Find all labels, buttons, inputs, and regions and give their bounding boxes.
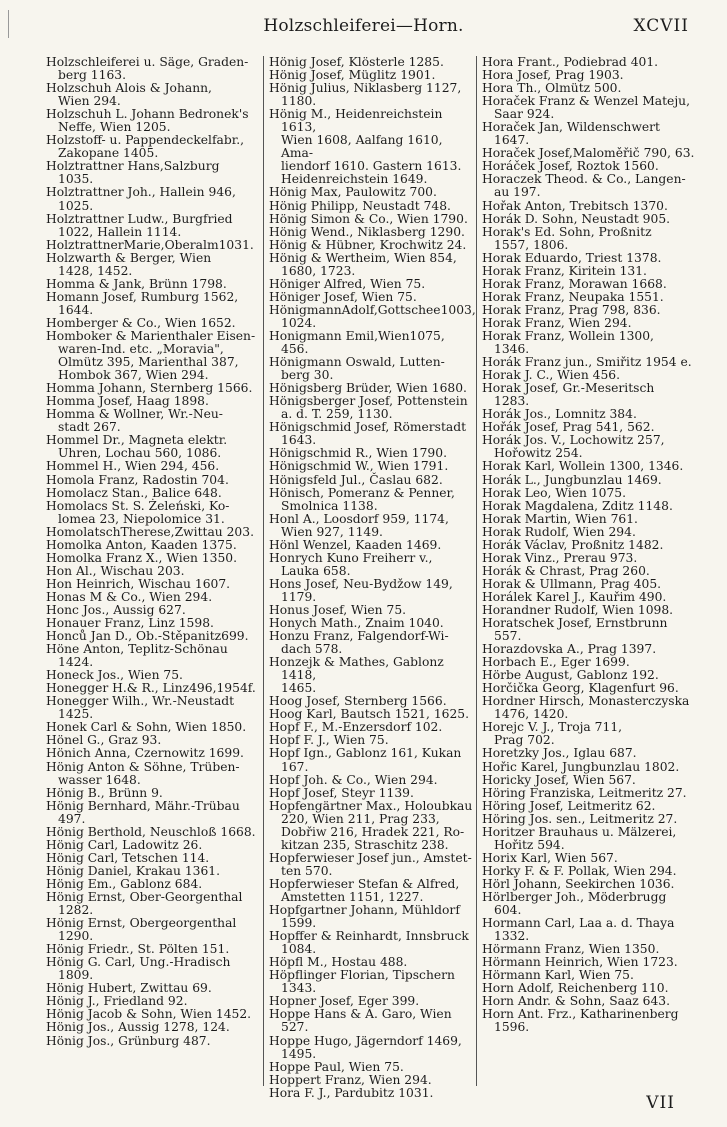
directory-column-1	[46, 56, 256, 1086]
directory-entry: Horandner Rudolf, Wien 1098.	[482, 602, 674, 617]
directory-entry: Höring Josef, Leitmeritz 62.	[482, 798, 656, 813]
directory-entry: Horak Franz, Wien 294.	[482, 315, 632, 330]
directory-entry: Hoppe Paul, Wien 75.	[269, 1059, 404, 1074]
directory-entry: HolztrattnerMarie,Oberalm1031.	[46, 237, 254, 252]
directory-entry: Hora Th., Olmütz 500.	[482, 81, 622, 96]
directory-entry: Hönigsfeld Jul., Časlau 682.	[269, 472, 443, 487]
directory-entry: Homann Josef, Rumburg 1562, 1644.	[46, 289, 239, 317]
directory-entry: Horbach E., Eger 1699.	[482, 655, 630, 670]
directory-entry: Horčička Georg, Klagenfurt 96.	[482, 681, 679, 696]
directory-entry: Homma & Wollner, Wr.-Neu- stadt 267.	[46, 407, 223, 435]
directory-entry: Hönig Wend., Niklasberg 1290.	[269, 224, 465, 239]
directory-entry: Hopner Josef, Eger 399.	[269, 994, 420, 1009]
directory-entry: Höpflinger Florian, Tipschern 1343.	[269, 968, 455, 996]
directory-entry: Homolka Anton, Kaaden 1375.	[46, 537, 237, 552]
directory-entry: Honas M & Co., Wien 294.	[46, 589, 213, 604]
page-number: XCVII	[633, 16, 689, 36]
page-title: Holzschleiferei—Horn.	[263, 16, 464, 36]
directory-entry: Horák Jos., Lomnitz 384.	[482, 407, 637, 422]
directory-entry: Homola Franz, Radostin 704.	[46, 472, 229, 487]
directory-entry: Holzschleiferei u. Säge, Graden- berg 1163.	[46, 55, 249, 83]
directory-entry: Hönig Friedr., St. Pölten 151.	[46, 942, 230, 957]
directory-entry: Hormann Carl, Laa a. d. Thaya 1332.	[482, 916, 675, 944]
directory-entry: Hora Frant., Podiebrad 401.	[482, 55, 659, 69]
directory-entry: Höpfl M., Hostau 488.	[269, 955, 408, 970]
directory-entry: Horazdovska A., Prag 1397.	[482, 642, 657, 657]
directory-entry: Hönigsberger Josef, Pottenstein a. d. T. 259, 1130.	[269, 394, 468, 422]
directory-entry: Hönig Carl, Ladowitz 26.	[46, 837, 203, 852]
directory-entry: Hönig J., Friedland 92.	[46, 994, 188, 1009]
directory-entry: Hönigschmid W., Wien 1791.	[269, 459, 449, 474]
directory-entry: Hořák Josef, Prag 541, 562.	[482, 420, 655, 435]
directory-column-3	[476, 56, 696, 1086]
directory-entry: Hon Heinrich, Wischau 1607.	[46, 576, 231, 591]
directory-entry: Hönig Daniel, Krakau 1361.	[46, 863, 221, 878]
directory-entry: Hönig Berthold, Neuschloß 1668.	[46, 824, 256, 839]
directory-entry: Homma Johann, Sternberg 1566.	[46, 381, 253, 396]
directory-entry: Hopferwieser Stefan & Alfred, Amstetten 1151, 1227.	[269, 876, 460, 904]
directory-entry: Höniger Josef, Wien 75.	[269, 289, 417, 304]
directory-entry: Holzwarth & Berger, Wien 1428, 1452.	[46, 250, 212, 278]
directory-entry: Horky F. & F. Pollak, Wien 294.	[482, 863, 677, 878]
directory-entry: Homma & Jank, Brünn 1798.	[46, 276, 227, 291]
directory-entry: Horaček Franz & Wenzel Mateju, Saar 924.	[482, 94, 690, 122]
directory-entry: HomolatschTherese,Zwittau 203.	[46, 524, 254, 539]
directory-entry: Horák & Chrast, Prag 260.	[482, 563, 650, 578]
directory-entry: Horák L., Jungbunzlau 1469.	[482, 472, 662, 487]
directory-entry: Horak Franz, Wollein 1300, 1346.	[482, 328, 654, 357]
directory-entry: Hönig Carl, Tetschen 114.	[46, 850, 210, 865]
directory-entry: Hopf F., M.-Enzersdorf 102.	[269, 720, 443, 735]
directory-entry: Horak Eduardo, Triest 1378.	[482, 250, 662, 265]
directory-entry: Horak J. C., Wien 456.	[482, 368, 621, 383]
directory-entry: Hoog Josef, Sternberg 1566.	[269, 694, 447, 709]
directory-entry: Hörmann Franz, Wien 1350.	[482, 942, 660, 957]
directory-entry: Hoppe Hugo, Jägerndorf 1469, 1495.	[269, 1033, 462, 1061]
directory-entry: Hoog Karl, Bautsch 1521, 1625.	[269, 707, 470, 722]
directory-entry: Horák Václav, Proßnitz 1482.	[482, 537, 664, 552]
directory-entry: Hon Al., Wischau 203.	[46, 563, 185, 578]
directory-entry: Horicky Josef, Wien 567.	[482, 772, 636, 787]
directory-entry: Hopfgartner Johann, Mühldorf 1599.	[269, 903, 460, 931]
directory-entry: Hönig Ernst, Ober-Georgenthal 1282.	[46, 890, 243, 918]
directory-entry: Hönig Jacob & Sohn, Wien 1452.	[46, 1007, 252, 1022]
page-header	[0, 0, 727, 48]
directory-entry: Honzejk & Mathes, Gablonz 1418, 1465.	[269, 655, 444, 696]
directory-entry: Hoppert Franz, Wien 294.	[269, 1072, 432, 1087]
directory-entry: Hora F. J., Pardubitz 1031.	[269, 1085, 434, 1100]
directory-entry: Horak Josef, Gr.-Meseritsch 1283.	[482, 381, 655, 409]
directory-entry: Hönig Em., Gablonz 684.	[46, 876, 203, 891]
directory-entry: Hopfengärtner Max., Holoubkau 220, Wien 211, Prag 233, Dobřiw 216, Hradek 221, Ro- kitzan 235, Straschitz 238.	[269, 798, 473, 852]
directory-entry: Honrych Kuno Freiherr v., Lauka 658.	[269, 550, 433, 578]
directory-entry: Homberger & Co., Wien 1652.	[46, 315, 236, 330]
directory-entry: Horaczek Theod. & Co., Langen- au 197.	[482, 172, 686, 200]
directory-entry: Horatschek Josef, Ernstbrunn 557.	[482, 616, 668, 644]
directory-entry: Hönig Josef, Klösterle 1285.	[269, 55, 444, 69]
directory-entry: Horak Magdalena, Zditz 1148.	[482, 498, 673, 513]
directory-entry: Honzu Franz, Falgendorf-Wi- dach 578.	[269, 629, 449, 657]
directory-entry: Homolacz Stan., Balice 648.	[46, 485, 222, 500]
directory-entry: Horix Karl, Wien 567.	[482, 850, 618, 865]
directory-entry: Hönigmann Oswald, Lutten- berg 30.	[269, 355, 445, 383]
directory-entry: Hönigsberg Brüder, Wien 1680.	[269, 381, 467, 396]
directory-entry: Horaček Jan, Wildenschwert 1647.	[482, 120, 660, 148]
directory-entry: Horálek Karel J., Kauřim 490.	[482, 589, 667, 604]
directory-entry: Hönig G. Carl, Ung.-Hradisch 1809.	[46, 955, 231, 983]
directory-entry: Hopf Josef, Steyr 1139.	[269, 785, 414, 800]
directory-entry: Hommel H., Wien 294, 456.	[46, 459, 220, 474]
directory-entry: Horak Vinz., Prerau 973.	[482, 550, 638, 565]
directory-entry: Hörmann Heinrich, Wien 1723.	[482, 955, 678, 970]
directory-entry: Homboker & Marienthaler Eisen- waren-Ind. etc. „Moravia", Olmütz 395, Marienthal 387, Hombok 367, Wien 294.	[46, 328, 256, 383]
directory-entry: Hönig Hubert, Zwittau 69.	[46, 981, 212, 996]
directory-entry: Horak Martin, Wien 761.	[482, 511, 638, 526]
directory-entry: Hopferwieser Josef jun., Amstet- ten 570.	[269, 850, 472, 878]
directory-entry: Hönig & Hübner, Krochwitz 24.	[269, 237, 467, 252]
directory-entry: Horn Adolf, Reichenberg 110.	[482, 981, 669, 996]
directory-entry: Homolacs St. S. Żeleński, Ko- lomea 23, Niepolomice 31.	[46, 498, 230, 526]
directory-entry: Hörlberger Joh., Möderbrugg 604.	[482, 890, 667, 918]
directory-entry: Hönich Anna, Czernowitz 1699.	[46, 746, 244, 761]
directory-entry: Hordner Hirsch, Monasterczyska 1476, 1420.	[482, 694, 690, 722]
directory-entry: Hopffer & Reinhardt, Innsbruck 1084.	[269, 929, 469, 957]
directory-entry: Horak Rudolf, Wien 294.	[482, 524, 636, 539]
directory-entry: Hörmann Karl, Wien 75.	[482, 968, 634, 983]
directory-entry: Höne Anton, Teplitz-Schönau 1424.	[46, 642, 228, 670]
directory-entry: Hořak Anton, Trebitsch 1370.	[482, 198, 668, 213]
directory-entry: Höring Jos. sen., Leitmeritz 27.	[482, 811, 678, 826]
directory-entry: Hörbe August, Gablonz 192.	[482, 668, 659, 683]
signature-mark: VII	[646, 1093, 675, 1113]
directory-entry: Holztrattner Hans,Salzburg 1035.	[46, 159, 220, 187]
directory-entry: Homma Josef, Haag 1898.	[46, 394, 209, 409]
directory-entry: Hörl Johann, Seekirchen 1036.	[482, 876, 675, 891]
directory-entry: Höniger Alfred, Wien 75.	[269, 276, 426, 291]
directory-entry: Horak Franz, Prag 798, 836.	[482, 302, 661, 317]
directory-entry: Höring Franziska, Leitmeritz 27.	[482, 785, 687, 800]
directory-entry: Hönig Philipp, Neustadt 748.	[269, 198, 451, 213]
directory-entry: Horaček Josef,Maloměřič 790, 63.	[482, 146, 695, 161]
directory-entry: Holzschuh L. Johann Bedronek's Neffe, Wien 1205.	[46, 107, 249, 135]
directory-entry: Hons Josef, Neu-Bydžow 149, 1179.	[269, 576, 453, 604]
directory-entry: Horejc V. J., Troja 711, Prag 702.	[482, 720, 623, 748]
directory-entry: Hoppe Hans & A. Garo, Wien 527.	[269, 1007, 452, 1035]
directory-entry: Hönig Simon & Co., Wien 1790.	[269, 211, 468, 226]
directory-entry: Homolka Franz X., Wien 1350.	[46, 550, 238, 565]
directory-entry: Hönig Anton & Söhne, Trüben- wasser 1648.	[46, 759, 240, 787]
directory-entry: Horetzky Jos., Iglau 687.	[482, 746, 637, 761]
directory-entry: Horak & Ullmann, Prag 405.	[482, 576, 662, 591]
directory-entry: Hönig Jos., Aussig 1278, 124.	[46, 1020, 230, 1035]
directory-entry: Honeck Jos., Wien 75.	[46, 668, 183, 683]
directory-entry: Honych Math., Znaim 1040.	[269, 616, 444, 631]
directory-entry: Honus Josef, Wien 75.	[269, 602, 407, 617]
directory-entry: HönigmannAdolf,Gottschee1003, 1024.	[269, 302, 476, 330]
directory-entry: Horak Leo, Wien 1075.	[482, 485, 627, 500]
directory-entry: Holztrattner Joh., Hallein 946, 1025.	[46, 185, 236, 213]
directory-entry: Hönig Max, Paulowitz 700.	[269, 185, 437, 200]
directory-entry: Horak Karl, Wollein 1300, 1346.	[482, 459, 684, 474]
directory-entry: Hönig Bernhard, Mähr.-Trübau 497.	[46, 798, 240, 826]
directory-entry: Hönisch, Pomeranz & Penner, Smolnica 1138.	[269, 485, 455, 513]
directory-entry: Honců Jan D., Ob.-Stěpanitz699.	[46, 629, 249, 644]
directory-entry: Hořic Karel, Jungbunzlau 1802.	[482, 759, 680, 774]
directory-entry: Hommel Dr., Magneta elektr. Uhren, Lochau 560, 1086.	[46, 433, 228, 461]
directory-entry: Holztrattner Ludw., Burgfried 1022, Hallein 1114.	[46, 211, 233, 239]
directory-entry: Horak's Ed. Sohn, Proßnitz 1557, 1806.	[482, 224, 652, 252]
directory-entry: Horitzer Brauhaus u. Mälzerei, Hořitz 594.	[482, 824, 677, 852]
directory-entry: Honegger H.& R., Linz496,1954f.	[46, 681, 256, 696]
directory-entry: Horak Franz, Morawan 1668.	[482, 276, 667, 291]
directory-entry: Hora Josef, Prag 1903.	[482, 68, 624, 83]
directory-entry: Horák D. Sohn, Neustadt 905.	[482, 211, 671, 226]
directory-entry: Hopf Joh. & Co., Wien 294.	[269, 772, 438, 787]
directory-entry: Honl A., Loosdorf 959, 1174, Wien 927, 1149.	[269, 511, 449, 539]
directory-entry: Hopf F. J., Wien 75.	[269, 733, 389, 748]
directory-column-2	[263, 55, 476, 1100]
directory-entry: Honc Jos., Aussig 627.	[46, 602, 186, 617]
directory-entry: Hönig Josef, Müglitz 1901.	[269, 68, 436, 83]
directory-entry: Honegger Wilh., Wr.-Neustadt 1425.	[46, 694, 235, 722]
directory-entry: Honigmann Emil,Wien1075, 456.	[269, 328, 445, 357]
directory-entry: Horak Franz, Kiritein 131.	[482, 263, 647, 278]
directory-entry: Hönigschmid R., Wien 1790.	[269, 446, 447, 461]
directory-entry: Horák Jos. V., Lochowitz 257, Hořowitz 254.	[482, 433, 665, 461]
directory-entry: Hönl Wenzel, Kaaden 1469.	[269, 537, 442, 552]
directory-entry: Holzstoff- u. Pappendeckelfabr., Zakopane 1405.	[46, 133, 245, 161]
directory-entry: Hönel G., Graz 93.	[46, 733, 162, 748]
directory-entry: Hönig M., Heidenreichstein 1613, Wien 1608, Aalfang 1610, Ama- liendorf 1610. Gastern 1613. Heidenreichstein 1649.	[269, 107, 462, 187]
directory-entry: Horáček Josef, Roztok 1560.	[482, 159, 659, 174]
directory-entry: Hönig Julius, Niklasberg 1127, 1180.	[269, 81, 462, 109]
directory-entry: Horn Andr. & Sohn, Saaz 643.	[482, 994, 671, 1009]
directory-entry: Hönig B., Brünn 9.	[46, 785, 163, 800]
directory-entry: Hönig Jos., Grünburg 487.	[46, 1033, 211, 1048]
directory-entry: Hönig & Wertheim, Wien 854, 1680, 1723.	[269, 250, 457, 278]
directory-entry: Horn Ant. Frz., Katharinenberg 1596.	[482, 1007, 679, 1035]
directory-entry: Hopf Ign., Gablonz 161, Kukan 167.	[269, 746, 462, 774]
directory-entry: Horák Franz jun., Smiřitz 1954 e.	[482, 355, 692, 370]
directory-entry: Honek Carl & Sohn, Wien 1850.	[46, 720, 247, 735]
directory-entry: Hönigschmid Josef, Römerstadt 1643.	[269, 420, 467, 448]
directory-entry: Hönig Ernst, Obergeorgenthal 1290.	[46, 916, 237, 944]
directory-entry: Horak Franz, Neupaka 1551.	[482, 289, 664, 304]
directory-entry: Holzschuh Alois & Johann, Wien 294.	[46, 81, 212, 109]
directory-entry: Honauer Franz, Linz 1598.	[46, 616, 214, 631]
